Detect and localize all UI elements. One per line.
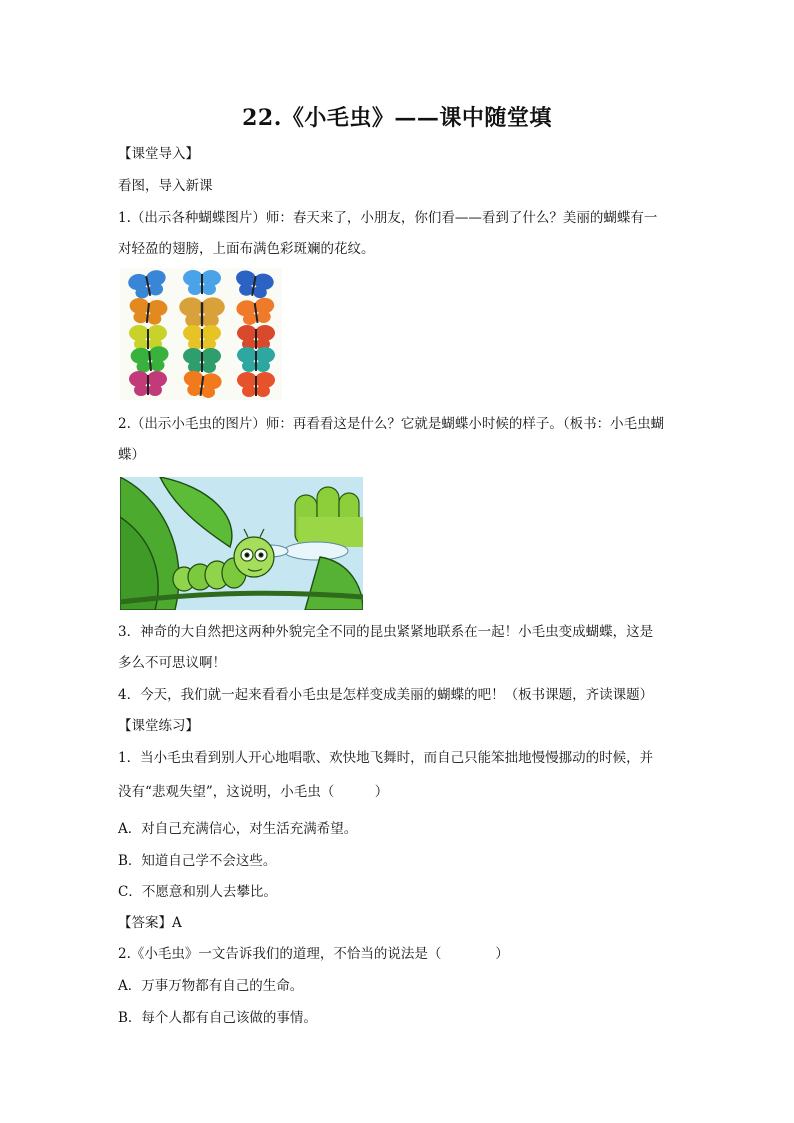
- butterfly-icon: [183, 325, 221, 350]
- butterfly-icon: [237, 372, 275, 397]
- item3-line2: 多么不可思议啊！: [118, 655, 226, 671]
- butterfly-icon: [128, 297, 168, 326]
- item1-line2: 对轻盈的翅膀，上面布满色彩斑斓的花纹。: [118, 241, 375, 257]
- q1-line1: 1．当小毛虫看到别人开心地唱歌、欢快地飞舞时，而自己只能笨拙地慢慢挪动的时候，并: [118, 750, 654, 766]
- butterfly-icon: [235, 296, 276, 326]
- butterfly-icon: [182, 369, 223, 399]
- page-title: 22.《小毛虫》——课中随堂填: [242, 105, 552, 131]
- butterfly-icon: [237, 325, 275, 350]
- butterfly-collage-svg: [120, 268, 282, 400]
- item3-line1: 3．神奇的大自然把这两种外貌完全不同的昆虫紧紧地联系在一起！小毛虫变成蝴蝶，这是: [118, 624, 654, 640]
- q1-line2: 没有“悲观失望”，这说明，小毛虫（ ）: [118, 784, 389, 800]
- butterfly-icon: [183, 348, 221, 373]
- answer-1: 【答案】A: [118, 915, 182, 931]
- caterpillar-cartoon-image: [120, 477, 363, 610]
- q2-line1: 2.《小毛虫》一文告诉我们的道理，不恰当的说法是（ ）: [118, 946, 509, 962]
- item2-line2: 蝶）: [118, 447, 145, 463]
- butterfly-icon: [233, 269, 275, 300]
- item1-line1: 1.（出示各种蝴蝶图片）师：春天来了，小朋友，你们看——看到了什么？美丽的蝴蝶有一: [118, 210, 658, 226]
- butterfly-icon: [183, 270, 221, 295]
- butterfly-icon: [130, 345, 170, 373]
- q2-option-a: A．万事万物都有自己的生命。: [118, 978, 304, 994]
- q2-option-b: B．每个人都有自己该做的事情。: [118, 1010, 317, 1026]
- hill-icon: [295, 487, 363, 547]
- caterpillar-cartoon-svg: [120, 477, 363, 610]
- butterfly-icon: [129, 325, 167, 350]
- butterfly-icon: [237, 347, 275, 372]
- butterfly-icon: [129, 371, 167, 396]
- butterfly-collage-image: [120, 268, 282, 400]
- intro-subheading: 看图，导入新课: [118, 178, 213, 194]
- q1-option-a: A．对自己充满信心，对生活充满希望。: [118, 821, 358, 837]
- item2-line1: 2.（出示小毛虫的图片）师：再看看这是什么？它就是蝴蝶小时候的样子。（板书：小毛虫蝴: [118, 416, 665, 432]
- butterfly-icon: [127, 268, 169, 300]
- butterfly-icon: [179, 297, 225, 327]
- intro-heading: 【课堂导入】: [118, 146, 199, 162]
- item4-line1: 4．今天，我们就一起来看看小毛虫是怎样变成美丽的蝴蝶的吧！（板书课题，齐读课题）: [118, 687, 654, 703]
- q1-option-b: B．知道自己学不会这些。: [118, 853, 277, 869]
- q1-option-c: C．不愿意和别人去攀比。: [118, 884, 277, 900]
- practice-heading: 【课堂练习】: [118, 718, 199, 734]
